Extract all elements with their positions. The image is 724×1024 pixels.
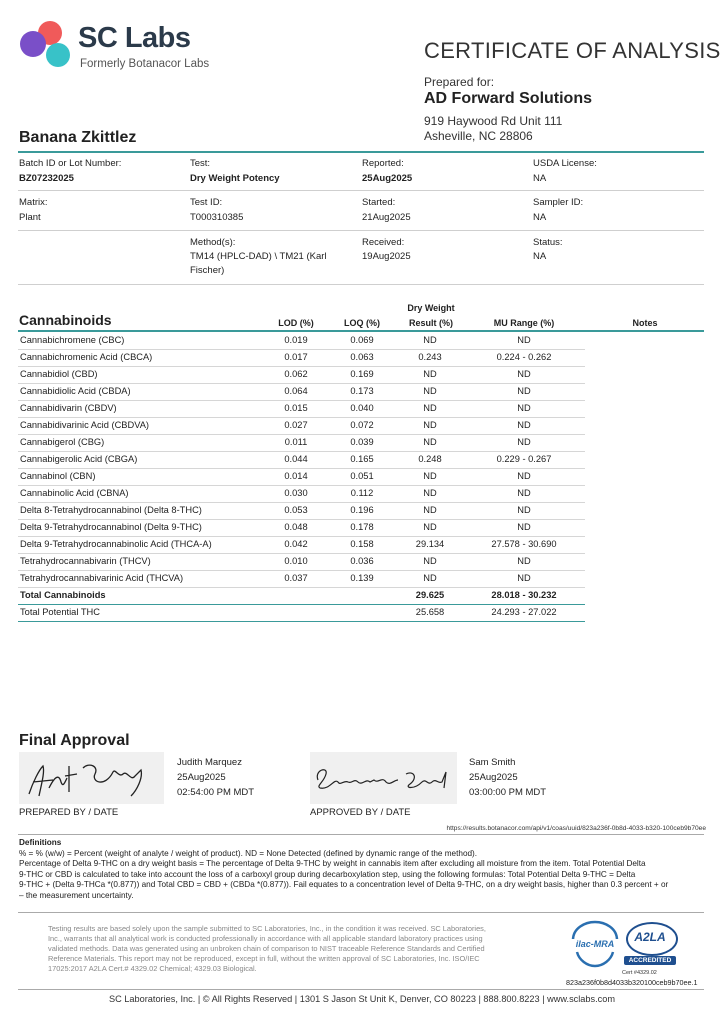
cell-name: Total Cannabinoids bbox=[20, 590, 106, 600]
preparer-date: 25Aug2025 bbox=[177, 772, 226, 783]
cell-lod: 0.044 bbox=[284, 454, 308, 464]
cell-result: ND bbox=[423, 386, 437, 396]
cell-result: ND bbox=[423, 488, 437, 498]
document-title: CERTIFICATE OF ANALYSIS bbox=[424, 38, 721, 63]
cell-name: Cannabidiol (CBD) bbox=[20, 369, 98, 379]
received-value: 19Aug2025 bbox=[362, 251, 411, 262]
cell-mu-range: ND bbox=[517, 556, 531, 566]
cell-lod: 0.048 bbox=[284, 522, 308, 532]
footer-divider bbox=[18, 989, 704, 990]
table-row bbox=[18, 451, 585, 469]
info-divider-1 bbox=[18, 190, 704, 191]
logo-mark-icon bbox=[18, 20, 72, 72]
cell-mu-range: 24.293 - 27.022 bbox=[491, 607, 557, 617]
cell-lod: 0.030 bbox=[284, 488, 308, 498]
status-label: Status: bbox=[533, 237, 563, 248]
cell-mu-range: ND bbox=[517, 488, 531, 498]
cell-loq: 0.173 bbox=[350, 386, 374, 396]
cell-loq: 0.051 bbox=[350, 471, 374, 481]
cell-result: ND bbox=[423, 522, 437, 532]
table-row-total bbox=[18, 587, 585, 605]
cell-result: ND bbox=[423, 471, 437, 481]
cell-result: ND bbox=[423, 437, 437, 447]
started-value: 21Aug2025 bbox=[362, 212, 411, 223]
product-name: Banana Zkittlez bbox=[19, 129, 137, 146]
cell-lod: 0.062 bbox=[284, 369, 308, 379]
test-label: Test: bbox=[190, 158, 211, 169]
ilac-mra-text: ilac-MRA bbox=[575, 939, 615, 949]
table-row bbox=[18, 536, 585, 554]
table-row-total-thc bbox=[18, 604, 585, 622]
cell-loq: 0.196 bbox=[350, 505, 374, 515]
cell-mu-range: ND bbox=[517, 471, 531, 481]
cell-mu-range: 27.578 - 30.690 bbox=[491, 539, 557, 549]
definitions-line3: 9-THC or CBD is calculated to take into account the loss of a carboxyl group during decarboxylation step, using the following formulas: Total Potential Delta 9-THC = Delta bbox=[19, 869, 636, 879]
preparer-name: Judith Marquez bbox=[177, 757, 242, 768]
cell-name: Cannabidiolic Acid (CBDA) bbox=[20, 386, 131, 396]
cell-lod: 0.019 bbox=[284, 335, 308, 345]
cell-mu-range: 0.224 - 0.262 bbox=[496, 352, 552, 362]
disclaimer-line2: Inc., warrants that all analytical work is conducted professionally in accordance with all applicable standard laboratory practices using bbox=[48, 934, 483, 943]
disclaimer bbox=[48, 924, 568, 974]
logo-brand: SC Labs bbox=[78, 22, 191, 54]
cell-mu-range: 28.018 - 30.232 bbox=[491, 590, 557, 600]
page-footer: SC Laboratories, Inc. | © All Rights Reserved | 1301 S Jason St Unit K, Denver, CO 80223 | 888.800.8223 | www.sclabs.com bbox=[108, 994, 616, 1004]
test-value: Dry Weight Potency bbox=[190, 173, 280, 184]
sampler-value: NA bbox=[533, 212, 547, 223]
cell-name: Cannabinol (CBN) bbox=[20, 471, 96, 481]
status-value: NA bbox=[533, 251, 547, 262]
definitions-line5: – the measurement uncertainty. bbox=[19, 890, 134, 900]
cell-lod: 0.015 bbox=[284, 403, 308, 413]
approver-date: 25Aug2025 bbox=[469, 772, 518, 783]
cell-name: Cannabigerol (CBG) bbox=[20, 437, 105, 447]
cell-loq: 0.169 bbox=[350, 369, 374, 379]
cell-loq: 0.069 bbox=[350, 335, 374, 345]
header-mu: MU Range (%) bbox=[493, 318, 555, 328]
cell-loq: 0.158 bbox=[350, 539, 374, 549]
prepared-for-label: Prepared for: bbox=[424, 75, 495, 89]
disclaimer-line3: validated methods. Data was generated using an unbroken chain of comparison to NIST traceable Reference Standards and Certified bbox=[48, 944, 485, 953]
cell-result: ND bbox=[423, 505, 437, 515]
test-id-label: Test ID: bbox=[190, 197, 223, 208]
usda-value: NA bbox=[533, 173, 547, 184]
table-row bbox=[18, 366, 585, 384]
cell-mu-range: ND bbox=[517, 369, 531, 379]
client-name: AD Forward Solutions bbox=[424, 90, 592, 107]
cell-result: ND bbox=[423, 420, 437, 430]
started-label: Started: bbox=[362, 197, 396, 208]
url-underline bbox=[18, 834, 704, 835]
cell-lod: 0.011 bbox=[284, 437, 308, 447]
preparer-time: 02:54:00 PM MDT bbox=[177, 787, 255, 798]
definitions-title: Definitions bbox=[19, 838, 62, 847]
cell-result: 25.658 bbox=[415, 607, 445, 617]
reported-label: Reported: bbox=[362, 158, 404, 169]
cell-mu-range: ND bbox=[517, 403, 531, 413]
table-title: Cannabinoids bbox=[19, 312, 112, 328]
approver-time: 03:00:00 PM MDT bbox=[469, 787, 547, 798]
cell-name: Cannabichromenic Acid (CBCA) bbox=[20, 352, 153, 362]
approved-by-label: APPROVED BY / DATE bbox=[310, 807, 411, 818]
cell-loq: 0.063 bbox=[350, 352, 374, 362]
definitions-line1: % = % (w/w) = Percent (weight of analyte / weight of product). ND = None Detected (defined by dynamic range of the method). bbox=[19, 848, 478, 858]
cell-name: Delta 9-Tetrahydrocannabinol (Delta 9-THC) bbox=[20, 522, 202, 532]
a2la-text: A2LA bbox=[634, 930, 666, 944]
cell-name: Tetrahydrocannabivarin (THCV) bbox=[20, 556, 151, 566]
test-id-value: T000310385 bbox=[190, 212, 244, 223]
cell-mu-range: ND bbox=[517, 522, 531, 532]
usda-label: USDA License: bbox=[533, 158, 597, 169]
definitions bbox=[19, 838, 709, 901]
table-row bbox=[18, 485, 585, 503]
matrix-value: Plant bbox=[19, 212, 41, 223]
table-row bbox=[18, 349, 585, 367]
cell-loq: 0.139 bbox=[350, 573, 374, 583]
cell-name: Delta 9-Tetrahydrocannabinolic Acid (THCA-A) bbox=[20, 539, 212, 549]
cell-mu-range: ND bbox=[517, 420, 531, 430]
verification-url[interactable]: https://results.botanacor.com/api/v1/coas/uuid/823a236f-0b8d-4033-b320-100ceb9b70ee bbox=[446, 825, 706, 832]
definitions-line2: Percentage of Delta 9-THC on a dry weight basis = The percentage of Delta 9-THC by weight in cannabis item after excluding all moisture from the item. Total Potential Delta bbox=[19, 859, 646, 868]
cell-result: ND bbox=[423, 335, 437, 345]
method-label: Method(s): bbox=[190, 237, 236, 248]
cell-lod: 0.042 bbox=[284, 539, 308, 549]
prepared-by-label: PREPARED BY / DATE bbox=[19, 807, 119, 818]
cell-loq: 0.072 bbox=[350, 420, 374, 430]
cell-loq: 0.165 bbox=[350, 454, 374, 464]
logo-subtitle: Formerly Botanacor Labs bbox=[80, 58, 210, 70]
approver-signature bbox=[310, 752, 457, 804]
cell-mu-range: ND bbox=[517, 437, 531, 447]
cell-result: 29.134 bbox=[415, 539, 445, 549]
cell-name: Cannabichromene (CBC) bbox=[20, 335, 125, 345]
cell-result: 0.243 bbox=[418, 352, 442, 362]
cell-name: Delta 8-Tetrahydrocannabinol (Delta 8-THC) bbox=[20, 505, 202, 515]
batch-label: Batch ID or Lot Number: bbox=[19, 158, 122, 169]
reported-value: 25Aug2025 bbox=[362, 173, 413, 184]
table-row bbox=[18, 519, 585, 537]
disclaimer-line1: Testing results are based solely upon the sample submitted to SC Laboratories, Inc., in the condition it was received. SC Laboratories, bbox=[48, 924, 486, 933]
cell-loq: 0.039 bbox=[350, 437, 374, 447]
cell-mu-range: 0.229 - 0.267 bbox=[496, 454, 552, 464]
cell-mu-range: ND bbox=[517, 573, 531, 583]
cell-name: Cannabinolic Acid (CBNA) bbox=[20, 488, 129, 498]
table-row bbox=[18, 468, 585, 486]
batch-value: BZ07232025 bbox=[19, 173, 74, 184]
table-row bbox=[18, 400, 585, 418]
cell-lod: 0.010 bbox=[284, 556, 308, 566]
ilac-mra-logo bbox=[569, 920, 621, 968]
client-address-line2: Asheville, NC 28806 bbox=[424, 129, 533, 143]
method-value-line1: TM14 (HPLC-DAD) \ TM21 (Karl bbox=[190, 251, 327, 262]
disclaimer-line5: 17025:2017 A2LA Cert.# 4329.02 Chemical; 4329.03 Biological. bbox=[48, 964, 257, 973]
disclaimer-line4: Reference Materials. This report may not be reproduced, except in full, without the written approval of SC Laboratories, Inc. ISO/IEC bbox=[48, 954, 480, 963]
a2la-logo bbox=[624, 920, 676, 968]
cell-name: Tetrahydrocannabivarinic Acid (THCVA) bbox=[20, 573, 184, 583]
cell-lod: 0.017 bbox=[284, 352, 308, 362]
cell-lod: 0.053 bbox=[284, 505, 308, 515]
table-row bbox=[18, 502, 585, 520]
cell-lod: 0.014 bbox=[284, 471, 308, 481]
preparer-signature bbox=[19, 752, 164, 804]
header-lod: LOD (%) bbox=[278, 318, 314, 328]
definitions-divider bbox=[18, 912, 704, 913]
approver-name: Sam Smith bbox=[469, 757, 516, 768]
header-loq: LOQ (%) bbox=[344, 318, 380, 328]
header-notes: Notes bbox=[632, 318, 658, 328]
cell-result: 29.625 bbox=[415, 590, 445, 600]
cell-result: ND bbox=[423, 573, 437, 583]
cell-result: 0.248 bbox=[418, 454, 442, 464]
definitions-line4: 9-THC + (Delta 9-THCa *(0.877)) and Total CBD = CBD + (CBDa *(0.877)). Fail equates to a concentration level of Delta 9-THC, on a dry weight basis, higher than 0.3 percent + or bbox=[19, 880, 669, 889]
info-divider-3 bbox=[18, 284, 704, 285]
cell-loq: 0.036 bbox=[350, 556, 374, 566]
cell-loq: 0.040 bbox=[350, 403, 374, 413]
table-row bbox=[18, 383, 585, 401]
table-row bbox=[18, 570, 585, 588]
matrix-label: Matrix: bbox=[19, 197, 48, 208]
accredited-text: ACCREDITED bbox=[624, 956, 676, 965]
cell-loq: 0.178 bbox=[350, 522, 374, 532]
cell-mu-range: ND bbox=[517, 505, 531, 515]
cell-result: ND bbox=[423, 403, 437, 413]
logo bbox=[18, 20, 238, 76]
table-row bbox=[18, 332, 585, 350]
sampler-label: Sampler ID: bbox=[533, 197, 584, 208]
header-result-line2: Result (%) bbox=[408, 318, 453, 328]
cell-lod: 0.064 bbox=[284, 386, 308, 396]
cert-number: Cert #4329.02 bbox=[622, 970, 657, 976]
table-row bbox=[18, 434, 585, 452]
header-divider bbox=[18, 151, 704, 153]
table-row bbox=[18, 553, 585, 571]
client-address-line1: 919 Haywood Rd Unit 111 bbox=[424, 114, 563, 128]
cell-mu-range: ND bbox=[517, 335, 531, 345]
cell-lod: 0.037 bbox=[284, 573, 308, 583]
cell-loq: 0.112 bbox=[350, 488, 374, 498]
document-hash: 823a236f0b8d4033b320100ceb9b70ee.1 bbox=[566, 978, 698, 987]
cell-lod: 0.027 bbox=[284, 420, 308, 430]
received-label: Received: bbox=[362, 237, 405, 248]
info-divider-2 bbox=[18, 230, 704, 231]
cell-mu-range: ND bbox=[517, 386, 531, 396]
table-row bbox=[18, 417, 585, 435]
approval-title: Final Approval bbox=[19, 732, 130, 749]
method-value-line2: Fischer) bbox=[190, 265, 225, 276]
cell-name: Cannabidivarinic Acid (CBDVA) bbox=[20, 420, 150, 430]
cell-result: ND bbox=[423, 556, 437, 566]
cell-name: Cannabidivarin (CBDV) bbox=[20, 403, 117, 413]
header-result-line1: Dry Weight bbox=[407, 303, 455, 313]
cell-name: Total Potential THC bbox=[20, 607, 100, 617]
cell-result: ND bbox=[423, 369, 437, 379]
cell-name: Cannabigerolic Acid (CBGA) bbox=[20, 454, 138, 464]
